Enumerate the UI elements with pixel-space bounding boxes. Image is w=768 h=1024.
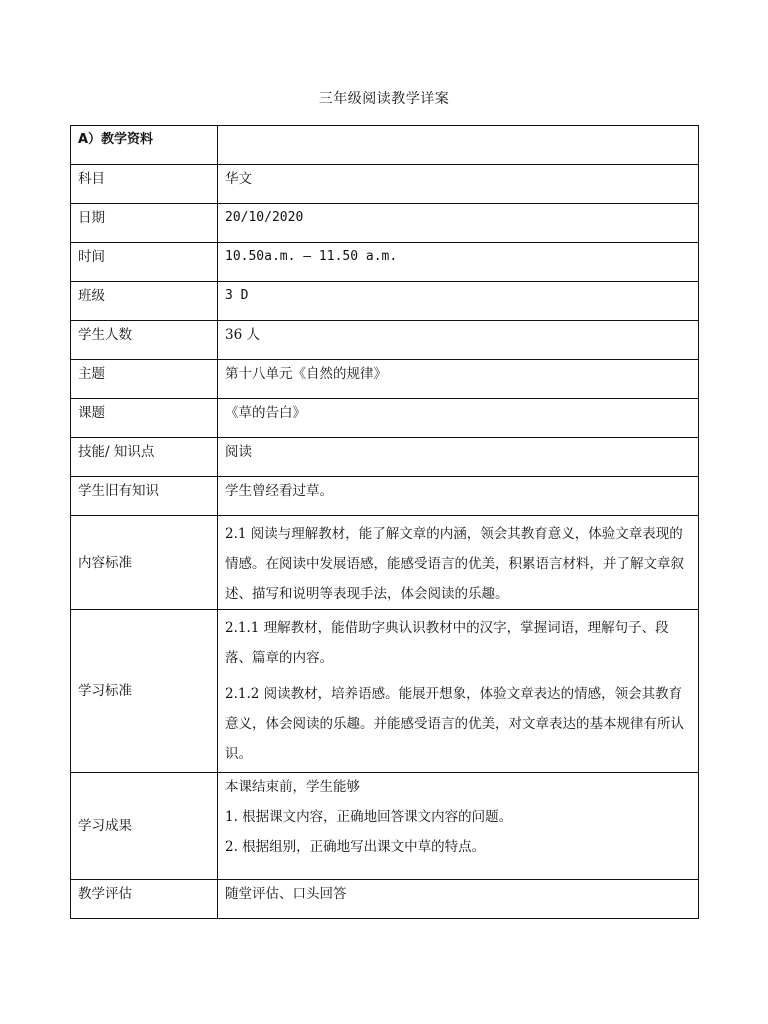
table-row [71,516,699,610]
table-row [71,165,699,204]
row-label-time: 时间 [71,243,218,282]
row-value-time: 10.50a.m. – 11.50 a.m. [218,243,699,282]
section-header-empty-cell [218,126,699,165]
learning-outcome-item: 2. 根据组别，正确地写出课文中草的特点。 [225,839,486,855]
table-row [71,360,699,399]
row-value-skill: 阅读 [218,438,699,477]
learning-standard-item: 2.1.2 阅读教材，培养语感。能展开想象，体验文章表达的情感，领会其教育意义，体会阅读的乐趣。并能感受语言的优美，对文章表达的基本规律有所认识。 [225,686,684,762]
row-label-lesson: 课题 [71,399,218,438]
row-value-theme: 第十八单元《自然的规律》 [218,360,699,399]
row-label-students: 学生人数 [71,321,218,360]
row-label-assessment: 教学评估 [71,880,218,919]
row-label-date: 日期 [71,204,218,243]
table-row [71,321,699,360]
row-label-skill: 技能/ 知识点 [71,438,218,477]
row-value-students: 36 人 [218,321,699,360]
learning-outcomes-intro: 本课结束前，学生能够 [225,779,360,795]
row-label-class: 班级 [71,282,218,321]
learning-standard-item: 2.1.1 理解教材，能借助字典认识教材中的汉字，掌握词语，理解句子、段落、篇章的内容。 [225,620,669,666]
row-label-prior-knowledge: 学生旧有知识 [71,477,218,516]
learning-outcome-item: 1. 根据课文内容，正确地回答课文内容的问题。 [225,809,513,825]
row-label-subject: 科目 [71,165,218,204]
table-row [71,243,699,282]
row-value-subject: 华文 [218,165,699,204]
table-row [71,399,699,438]
row-value-class: 3 D [218,282,699,321]
row-value-date: 20/10/2020 [218,204,699,243]
row-label-theme: 主题 [71,360,218,399]
table-row [71,204,699,243]
row-label-content-standard: 内容标准 [71,516,218,610]
row-value-learning-outcomes [218,773,699,880]
table-row [71,126,699,165]
row-value-prior-knowledge: 学生曾经看过草。 [218,477,699,516]
table-row [71,880,699,919]
section-header: A）教学资料 [71,126,218,165]
row-value-content-standard [218,516,699,610]
lesson-plan-table [70,125,699,919]
table-row [71,773,699,880]
row-value-learning-standard [218,610,699,773]
row-value-lesson: 《草的告白》 [218,399,699,438]
table-row [71,282,699,321]
table-row [71,610,699,773]
content-standard-text: 2.1 阅读与理解教材，能了解文章的内涵，领会其教育意义，体验文章表现的情感。在阅读中发展语感，能感受语言的优美，积累语言材料，并了解文章叙述、描写和说明等表现手法，体会阅读的乐趣。 [225,526,684,602]
row-label-learning-outcomes: 学习成果 [71,773,218,880]
row-value-assessment: 随堂评估、口头回答 [218,880,699,919]
page-title: 三年级阅读教学详案 [318,91,450,107]
table-row [71,438,699,477]
row-label-learning-standard: 学习标准 [71,610,218,773]
table-row [71,477,699,516]
